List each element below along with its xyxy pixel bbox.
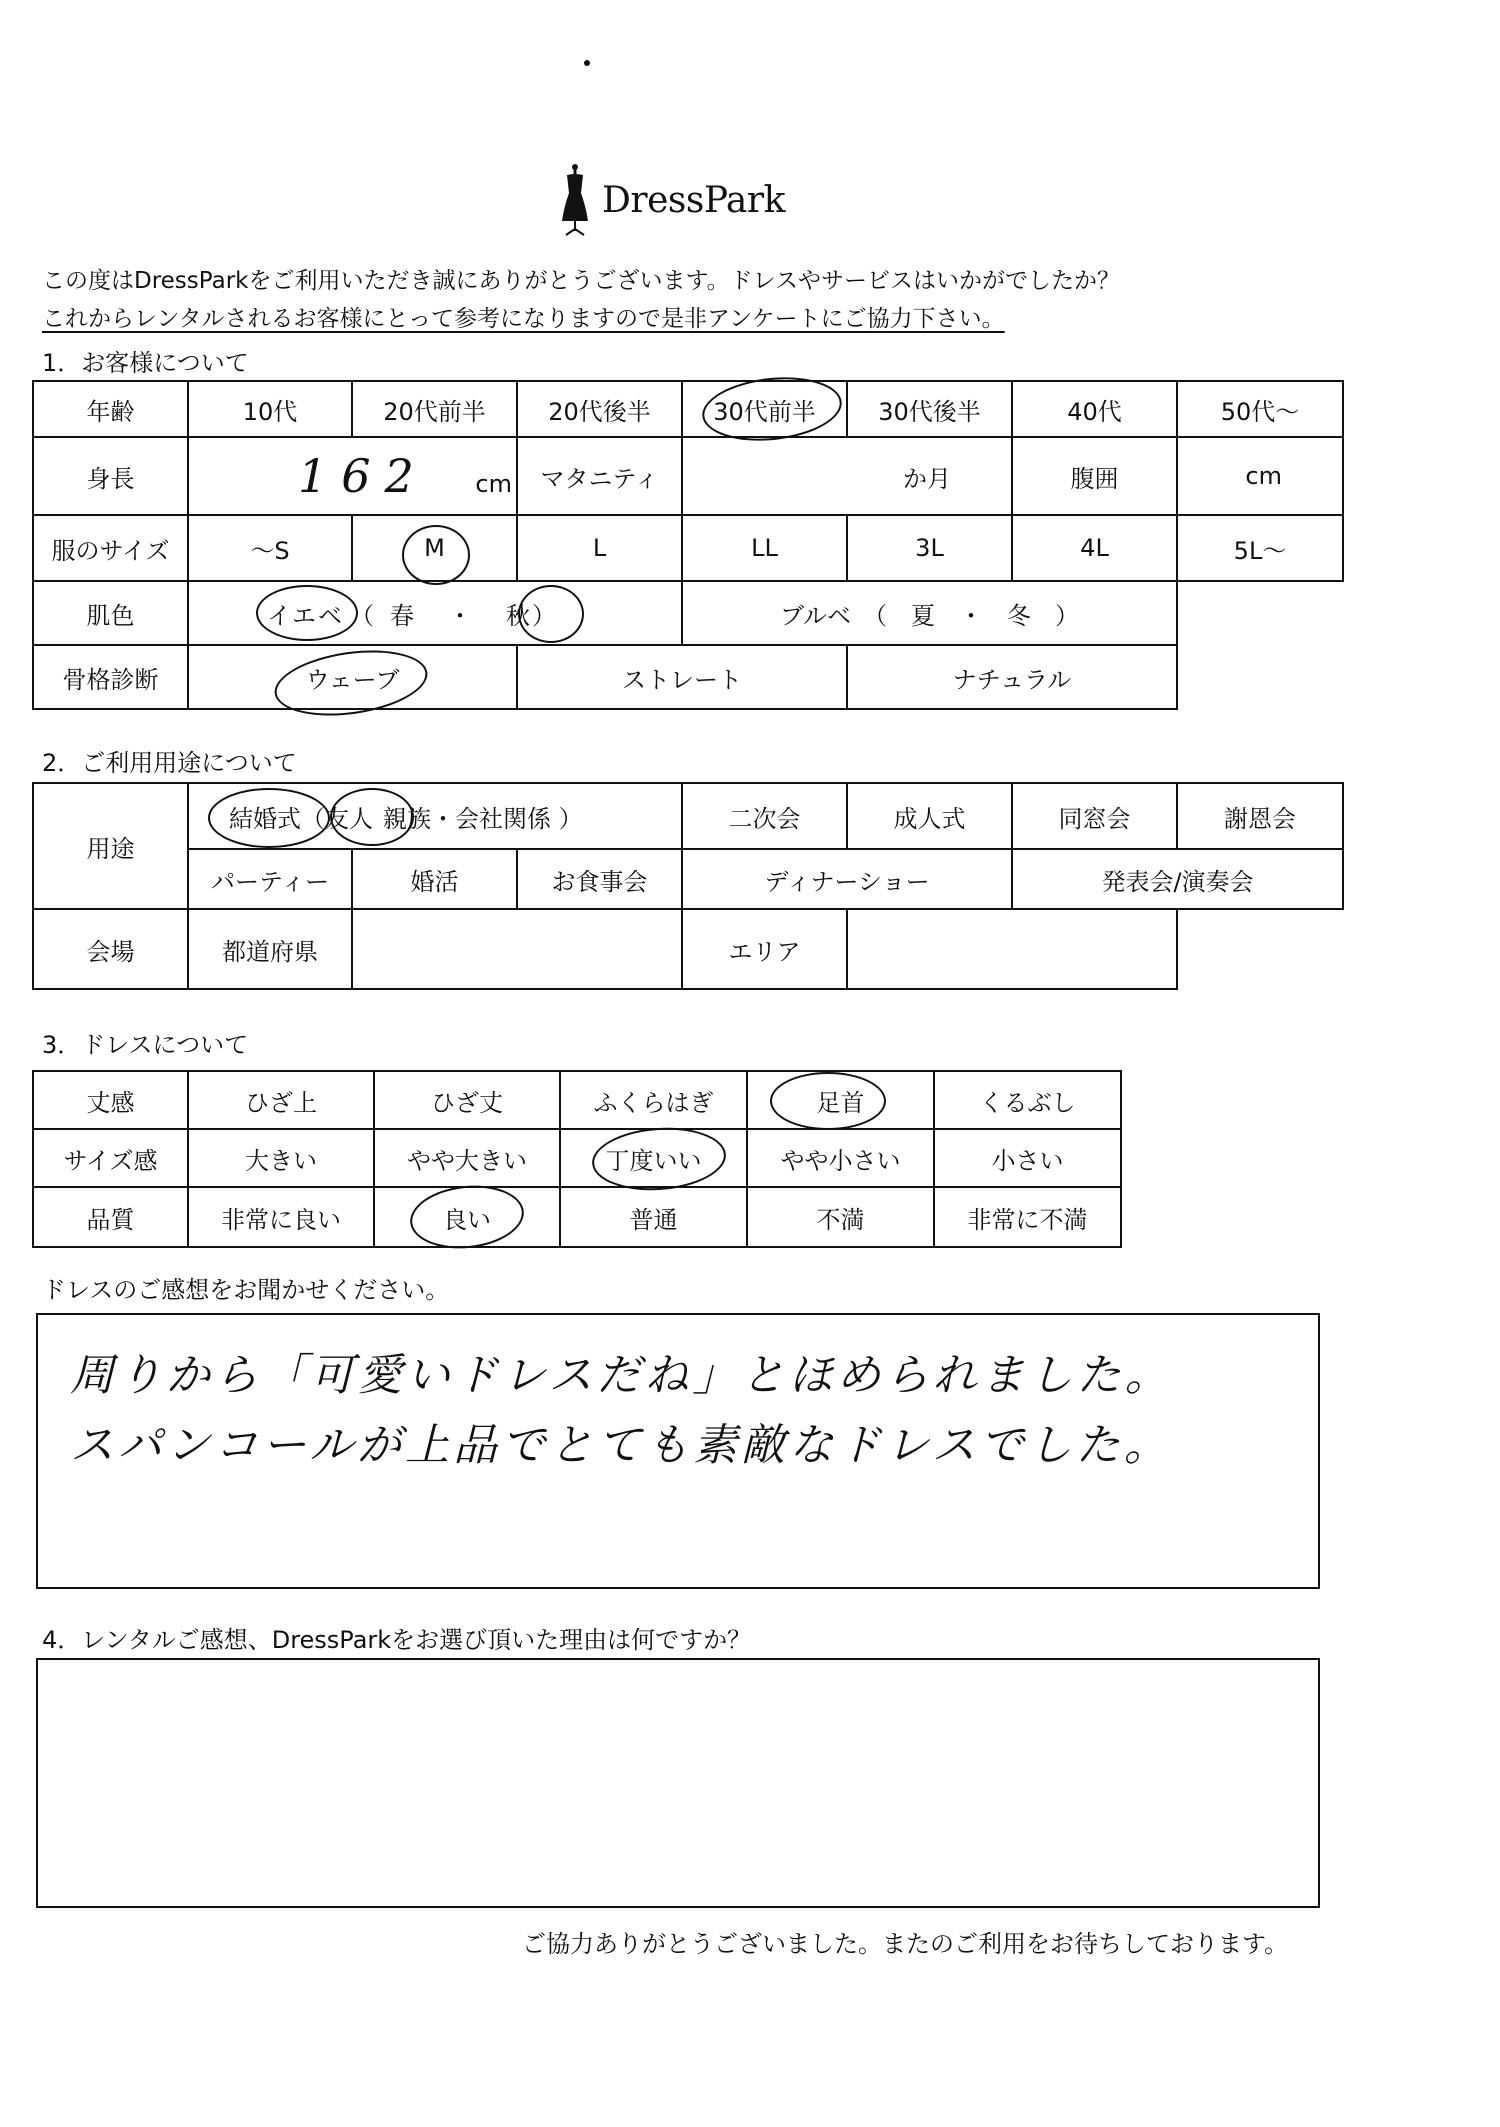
section-2-title: 2．ご利用用途について [42,749,297,777]
purpose-paren: （ [301,804,325,833]
fit-option[interactable]: やや大きい [374,1129,560,1187]
length-option[interactable]: ひざ上 [188,1071,374,1129]
selection-circle [770,1072,886,1130]
waist-field[interactable]: cm [1177,437,1343,515]
empty-cell [1177,909,1343,989]
skin-autumn[interactable]: 秋 [506,601,533,630]
purpose-option[interactable]: 発表会/演奏会 [1012,849,1343,909]
size-option[interactable]: LL [682,515,847,581]
section-3-title: 3．ドレスについて [42,1031,249,1059]
empty-cell [1177,645,1343,709]
quality-option[interactable]: 非常に良い [188,1187,374,1247]
area-field[interactable] [847,909,1177,989]
venue-label: 会場 [33,909,188,989]
selection-circle [402,525,470,585]
brand-name: DressPark [602,179,785,221]
age-label: 年齢 [33,381,188,437]
fit-option-selected[interactable]: 丁度いい [560,1129,747,1187]
length-label: 丈感 [33,1071,188,1129]
skin-yellow[interactable]: イエベ [267,601,345,630]
fit-option[interactable]: 小さい [934,1129,1121,1187]
length-option[interactable]: ひざ丈 [374,1071,560,1129]
age-option[interactable]: 30代後半 [847,381,1012,437]
age-option[interactable]: 50代～ [1177,381,1343,437]
purpose-option[interactable]: 二次会 [682,783,847,849]
skin-blue-options[interactable]: ブルベ （ 夏 ・ 冬 ） [682,581,1177,645]
dress-form-icon [560,163,590,237]
area-label: エリア [682,909,847,989]
height-row [33,437,1343,515]
frame-label: 骨格診断 [33,645,188,709]
size-option[interactable]: ～S [188,515,352,581]
height-field[interactable] [188,437,517,515]
waist-label: 腹囲 [1012,437,1177,515]
size-option[interactable]: 4L [1012,515,1177,581]
length-option[interactable]: ふくらはぎ [560,1071,747,1129]
prefecture-label: 都道府県 [188,909,352,989]
size-option-selected[interactable]: M [352,515,517,581]
fit-row [33,1129,1121,1187]
scan-speck [584,60,590,66]
fit-option[interactable]: やや小さい [747,1129,934,1187]
age-option[interactable]: 40代 [1012,381,1177,437]
section-4-title: 4．レンタルご感想、DressParkをお選び頂いた理由は何ですか？ [42,1626,752,1654]
age-option[interactable]: 20代後半 [517,381,682,437]
age-row [33,381,1343,437]
purpose-row-2 [33,849,1343,909]
purpose-option[interactable]: お食事会 [517,849,682,909]
age-option[interactable]: 20代前半 [352,381,517,437]
purpose-option[interactable]: パーティー [188,849,352,909]
purpose-option[interactable]: 同窓会 [1012,783,1177,849]
purpose-relative[interactable]: 親族・会社関係 ） [383,804,583,833]
size-label: 服のサイズ [33,515,188,581]
size-option[interactable]: L [517,515,682,581]
customer-table [32,380,1344,710]
age-option-selected[interactable]: 30代前半 [682,381,847,437]
length-option[interactable]: くるぶし [934,1071,1121,1129]
length-option-selected[interactable]: 足首 [747,1071,934,1129]
maternity-label: マタニティ [517,437,682,515]
skin-row [33,581,1343,645]
height-value: 162 [297,449,428,503]
height-label: 身長 [33,437,188,515]
frame-option[interactable]: ストレート [517,645,847,709]
venue-row [33,909,1343,989]
dress-comment-box[interactable] [36,1313,1320,1589]
selection-circle [330,788,414,846]
purpose-option[interactable]: ディナーショー [682,849,1012,909]
height-unit: cm [475,470,512,498]
intro-line-1: この度はDressParkをご利用いただき誠にありがとうございます。ドレスやサービスはいかがでしたか？ [42,268,1120,294]
size-option[interactable]: 5L～ [1177,515,1343,581]
selection-circle [256,585,358,641]
purpose-option[interactable]: 成人式 [847,783,1012,849]
maternity-field[interactable]: か月 [682,437,1012,515]
reason-answer-box[interactable] [36,1658,1320,1908]
prefecture-field[interactable] [352,909,682,989]
quality-option[interactable]: 不満 [747,1187,934,1247]
purpose-wedding[interactable]: 結婚式 [229,804,301,833]
comment-line: スパンコールが上品でとても素敵なドレスでした。 [70,1420,1172,1471]
purpose-option[interactable]: 婚活 [352,849,517,909]
quality-label: 品質 [33,1187,188,1247]
frame-option[interactable]: ナチュラル [847,645,1177,709]
quality-option-selected[interactable]: 良い [374,1187,560,1247]
selection-circle [208,788,330,848]
length-row [33,1071,1121,1129]
skin-separator: ・ [448,601,475,630]
fit-option[interactable]: 大きい [188,1129,374,1187]
quality-option[interactable]: 普通 [560,1187,747,1247]
frame-row [33,645,1343,709]
skin-spring[interactable]: 春 [390,601,417,630]
size-row [33,515,1343,581]
skin-paren-close: ） [532,601,559,630]
empty-cell [1177,581,1343,645]
quality-option[interactable]: 非常に不満 [934,1187,1121,1247]
age-option[interactable]: 10代 [188,381,352,437]
skin-label: 肌色 [33,581,188,645]
purpose-label: 用途 [33,783,188,909]
selection-circle [518,585,584,643]
size-option[interactable]: 3L [847,515,1012,581]
quality-row [33,1187,1121,1247]
section-1-title: 1．お客様について [42,349,249,377]
purpose-option[interactable]: 謝恩会 [1177,783,1343,849]
brand-logo [560,160,785,240]
intro-line-2: これからレンタルされるお客様にとって参考になりますので是非アンケートにご協力下さい。 [42,306,1005,332]
dress-table [32,1070,1122,1248]
frame-option-selected[interactable]: ウェーブ [188,645,517,709]
dress-comment-label: ドレスのご感想をお聞かせください。 [42,1276,450,1304]
thank-you-footer: ご協力ありがとうございました。またのご利用をお待ちしております。 [522,1930,1289,1958]
comment-line: 周りから「可愛いドレスだね」とほめられました。 [70,1350,1173,1401]
purpose-friend[interactable]: 友人 [325,804,373,833]
fit-label: サイズ感 [33,1129,188,1187]
skin-paren-open: （ [350,601,377,630]
